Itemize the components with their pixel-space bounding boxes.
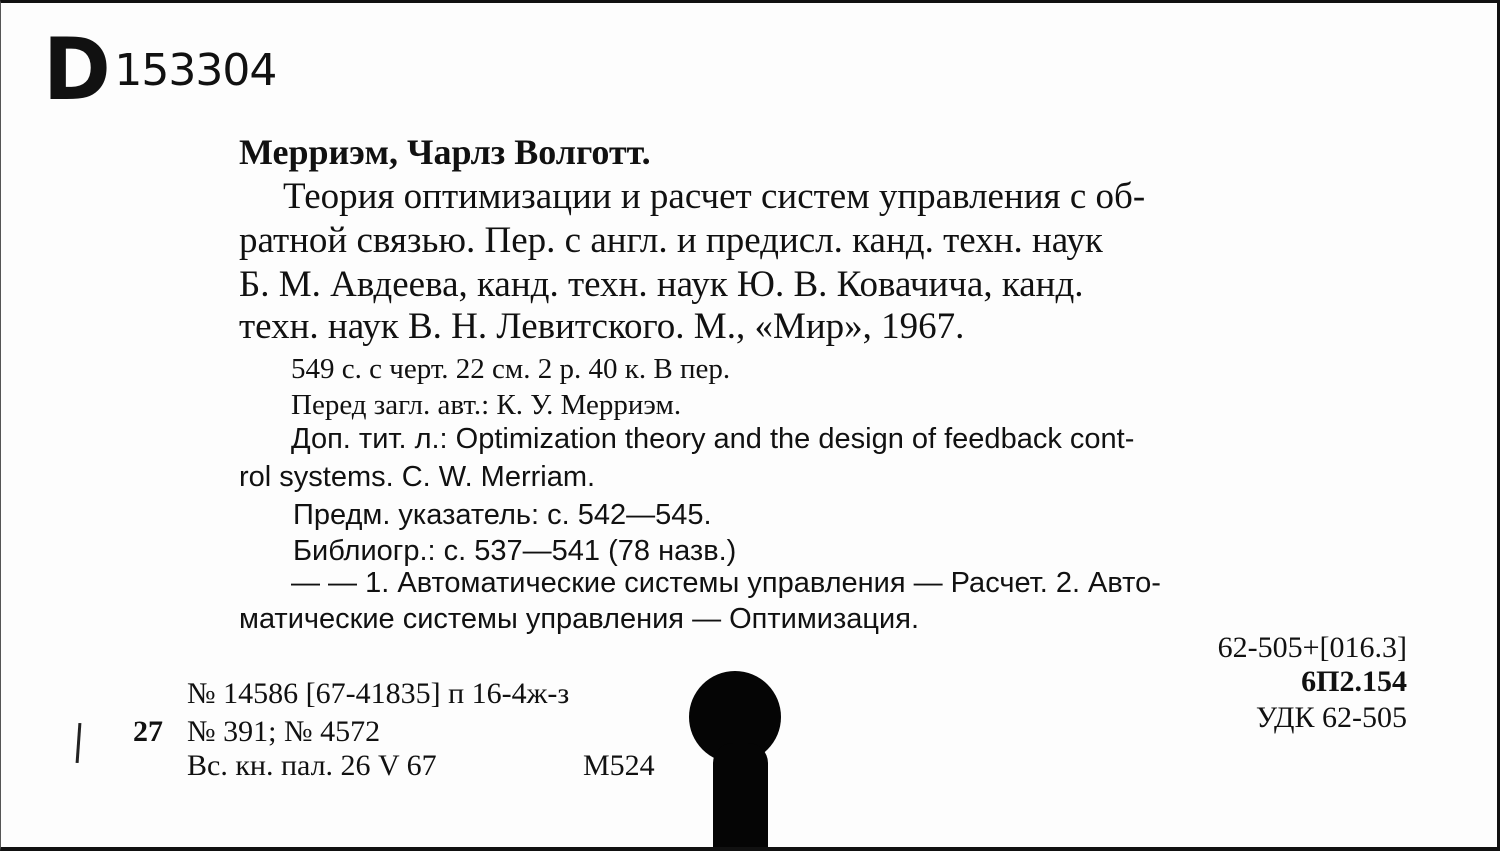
bottom-line-2: № 391; № 4572 [187, 715, 381, 748]
catalog-number-prefix: D [43, 20, 111, 120]
classification-code-1: 62-505+[016.3] [1217, 631, 1407, 664]
udk-code: УДК 62-505 [1255, 701, 1407, 734]
subject-heading-line-2: матические системы управления — Оптимизация. [239, 603, 919, 635]
title-line-2: ратной связью. Пер. с англ. и предисл. канд. техн. наук [239, 220, 1103, 261]
classification-code-2: 6П2.154 [1301, 665, 1407, 698]
bottom-line-2-number: 27 [133, 715, 163, 748]
bottom-line-3: Вс. кн. пал. 26 V 67 [187, 749, 437, 782]
parallel-title-line-2: rol systems. C. W. Merriam. [239, 461, 596, 493]
ink-blot-stem [713, 743, 768, 851]
physical-description: 549 с. с черт. 22 см. 2 р. 40 к. В пер. [291, 353, 731, 385]
catalog-number-digits: 153304 [114, 45, 277, 96]
author-heading: Мерриэм, Чарлз Волготт. [239, 132, 651, 172]
title-line-4: техн. наук В. Н. Левитского. М., «Мир», 1967. [239, 306, 965, 347]
parallel-title-line-1: Доп. тит. л.: Optimization theory and the design of feedback cont- [291, 423, 1135, 455]
bibliography-note: Библиогр.: с. 537—541 (78 назв.) [293, 535, 737, 567]
bottom-edge-mark [817, 849, 839, 851]
index-note: Предм. указатель: с. 542—545. [293, 499, 712, 531]
bottom-line-3-code: М524 [583, 749, 655, 782]
margin-tick-mark [76, 723, 82, 763]
bottom-line-1: № 14586 [67-41835] п 16-4ж-з [187, 677, 570, 710]
title-line-3: Б. М. Авдеева, канд. техн. наук Ю. В. Ковачича, канд. [239, 264, 1084, 305]
author-note: Перед загл. авт.: К. У. Мерриэм. [291, 389, 682, 421]
catalog-number [43, 20, 277, 120]
subject-heading-line-1: — — 1. Автоматические системы управления — Расчет. 2. Авто- [291, 567, 1161, 599]
title-line-1: Теория оптимизации и расчет систем управления с об- [283, 176, 1146, 217]
